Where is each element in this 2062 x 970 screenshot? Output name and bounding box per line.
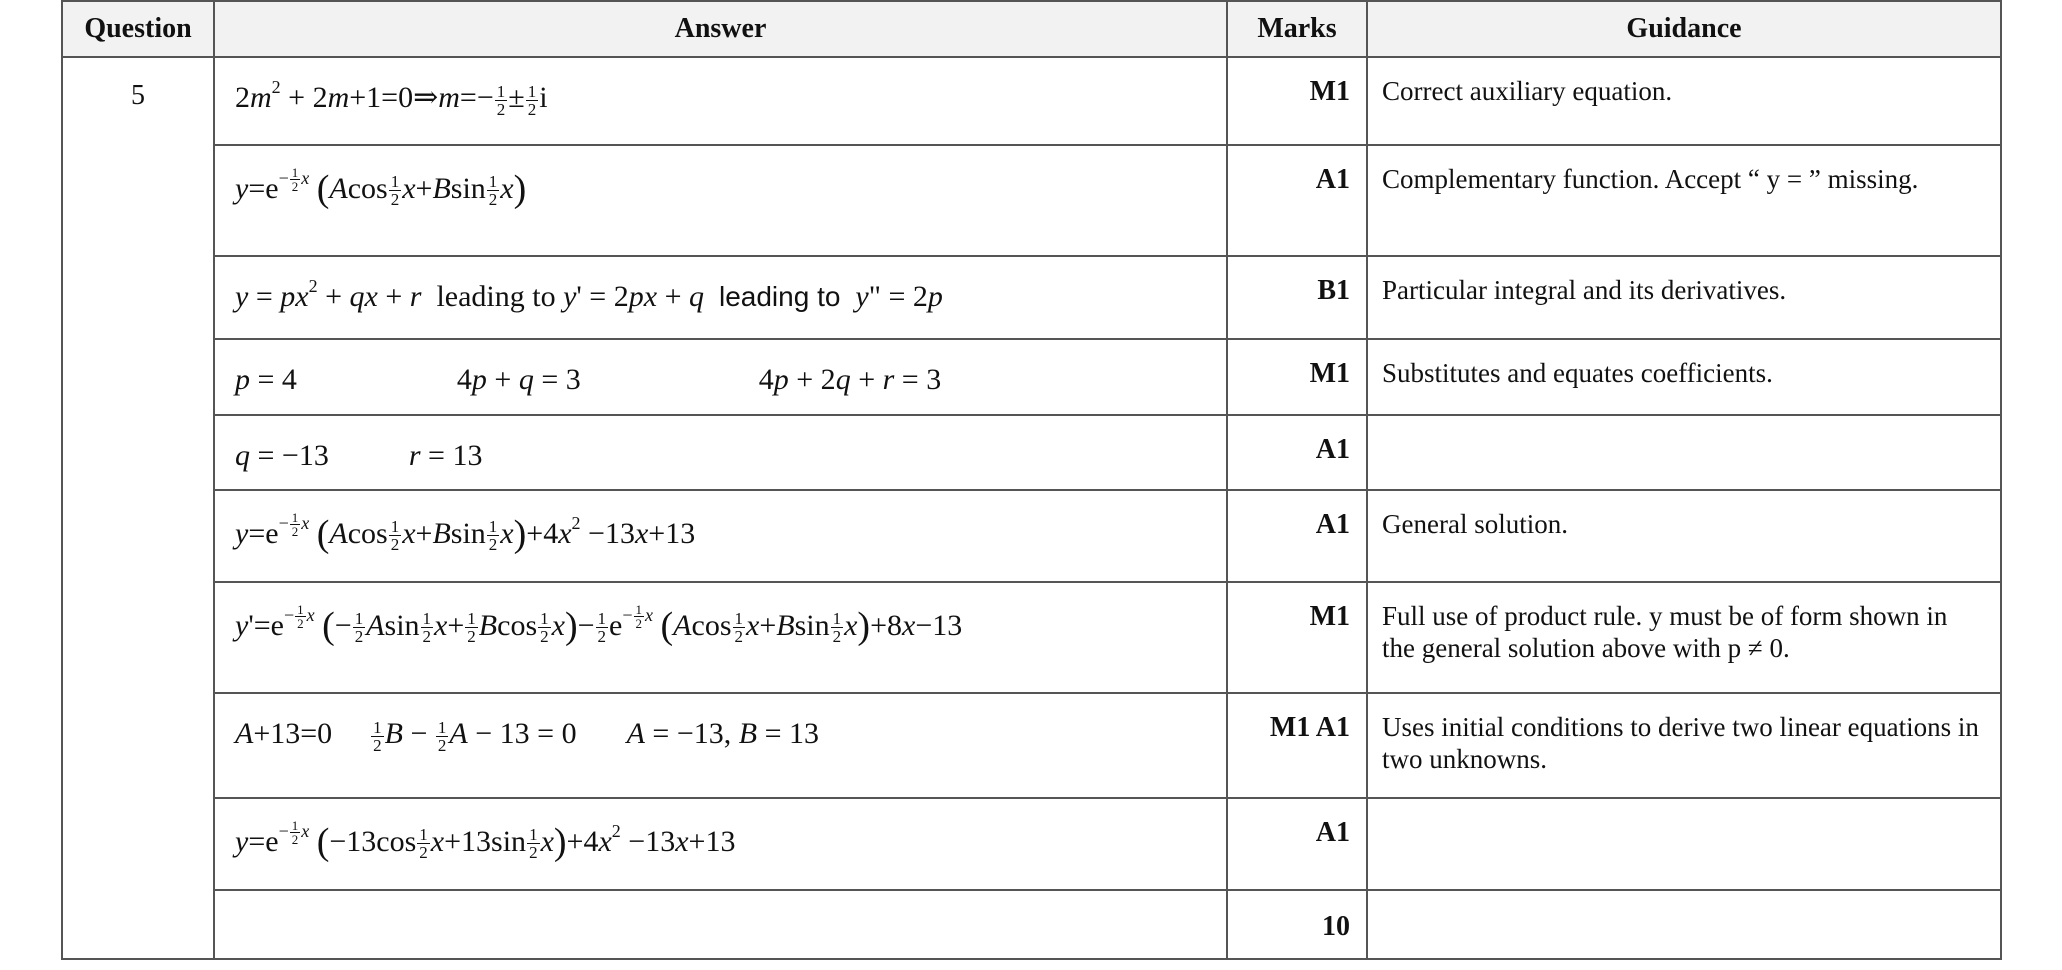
table-row xyxy=(62,693,2001,798)
marks-cell: M1 xyxy=(1227,57,1367,145)
header-answer: Answer xyxy=(214,1,1227,57)
table-row xyxy=(62,798,2001,890)
answer-cell xyxy=(214,890,1227,959)
answer-math: A+13=0 $\frac{1}{2}$ B − $\frac{1}{2}$ A − 13 = 0 A = −13, B = 13 xyxy=(235,717,820,755)
answer-cell xyxy=(214,490,1227,582)
answer-cell xyxy=(214,256,1227,339)
answer-math: $y'=e^{- \frac{1}{2} x}$ (− $\frac{1}{2}$ Asin $\frac{1}{2}$ x+ $\frac{1}{2}$ Bcos $\frac{1}{2}$ x)− $\frac{1}{2}$ $e^{- \frac{1}{2} x}$ (Acos $\frac{1}{2}$ x+Bsin $\frac{1}{2}$ x)+8x−13 xyxy=(235,602,963,647)
question-number: 5 xyxy=(62,57,214,959)
guidance-cell: Complementary function. Accept “ y = ” missing. xyxy=(1367,145,2001,256)
header-row xyxy=(62,1,2001,57)
marks-cell: A1 xyxy=(1227,490,1367,582)
guidance-cell: General solution. xyxy=(1367,490,2001,582)
guidance-cell: Full use of product rule. y must be of form shown in the general solution above with p ≠ 0. xyxy=(1367,582,2001,693)
mark-scheme-table xyxy=(61,0,2002,960)
table-row xyxy=(62,145,2001,256)
guidance-cell xyxy=(1367,798,2001,890)
guidance-cell xyxy=(1367,415,2001,490)
table-row xyxy=(62,256,2001,339)
marks-cell: A1 xyxy=(1227,415,1367,490)
marks-cell: M1 xyxy=(1227,339,1367,415)
marks-cell: M1 xyxy=(1227,582,1367,693)
table-row xyxy=(62,339,2001,415)
answer-math: p = 4 4p + q = 3 4p + 2q + r = 3 xyxy=(235,363,942,396)
answer-cell xyxy=(214,339,1227,415)
table-row xyxy=(62,57,2001,145)
marks-cell: M1 A1 xyxy=(1227,693,1367,798)
answer-cell xyxy=(214,693,1227,798)
answer-cell xyxy=(214,57,1227,145)
table-row xyxy=(62,582,2001,693)
answer-math: $2m^2$ + 2m+1=0⇒m=− $\frac{1}{2}$ ± $\frac{1}{2}$ i xyxy=(235,77,548,119)
table-row xyxy=(62,490,2001,582)
header-guidance: Guidance xyxy=(1367,1,2001,57)
guidance-cell: Uses initial conditions to derive two linear equations in two unknowns. xyxy=(1367,693,2001,798)
answer-cell xyxy=(214,415,1227,490)
answer-cell xyxy=(214,145,1227,256)
marks-cell: B1 xyxy=(1227,256,1367,339)
guidance-cell: Correct auxiliary equation. xyxy=(1367,57,2001,145)
guidance-cell: Particular integral and its derivatives. xyxy=(1367,256,2001,339)
header-question: Question xyxy=(62,1,214,57)
answer-cell xyxy=(214,582,1227,693)
total-marks-cell: 10 xyxy=(1227,890,1367,959)
answer-math: $y=e^{- \frac{1}{2} x}$ (Acos $\frac{1}{2}$ x+Bsin $\frac{1}{2}$ x) xyxy=(235,165,527,210)
header-marks: Marks xyxy=(1227,1,1367,57)
answer-cell xyxy=(214,798,1227,890)
marks-cell: A1 xyxy=(1227,145,1367,256)
marks-cell: A1 xyxy=(1227,798,1367,890)
answer-math: $y=e^{- \frac{1}{2} x}$ (−13cos $\frac{1}{2}$ x+13sin $\frac{1}{2}$ $x)+4x^2 -13x+13$ xyxy=(235,818,736,863)
table-row xyxy=(62,415,2001,490)
answer-math: q = −13 r = 13 xyxy=(235,439,483,472)
answer-math: $y=e^{- \frac{1}{2} x}$ (Acos $\frac{1}{2}$ x+Bsin $\frac{1}{2}$ $x)+4x^2 -13x+13$ xyxy=(235,510,696,555)
table-row xyxy=(62,890,2001,959)
answer-math: $y = px^2$ + qx + r leading to y' = 2px + q leading to y" = 2p xyxy=(235,276,943,313)
guidance-cell xyxy=(1367,890,2001,959)
guidance-cell: Substitutes and equates coefficients. xyxy=(1367,339,2001,415)
